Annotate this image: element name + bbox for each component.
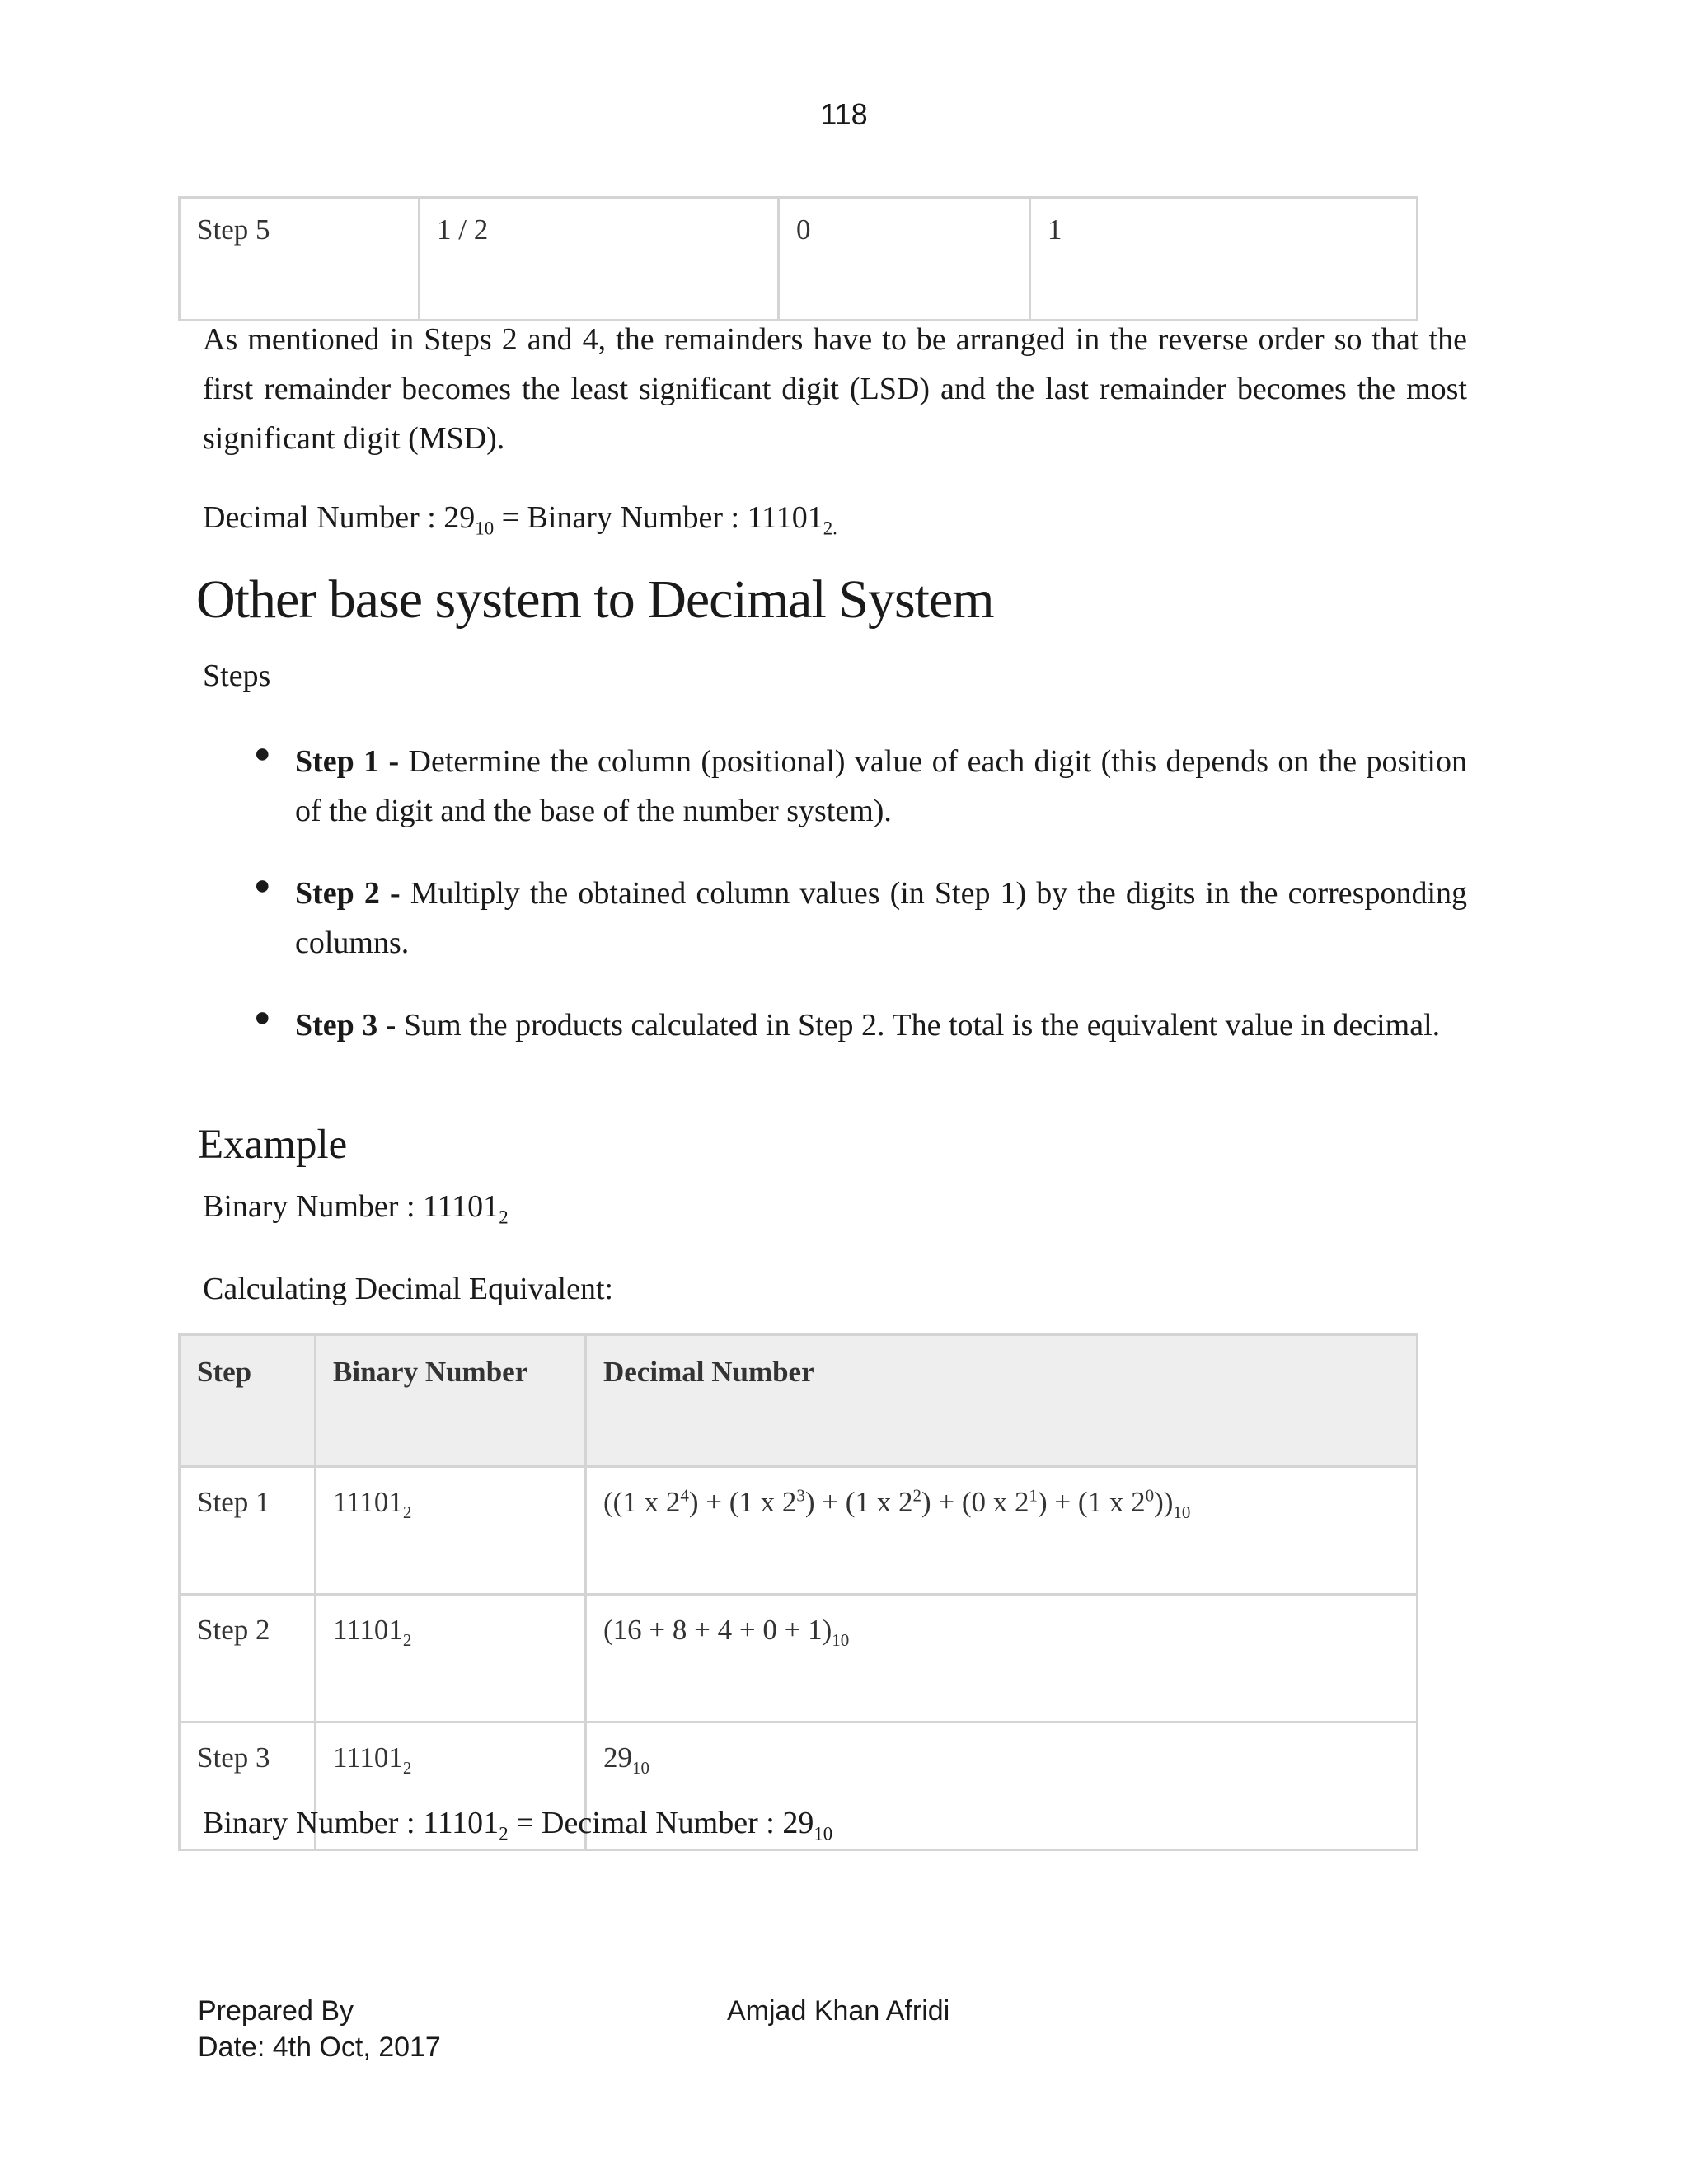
bullet-text: Determine the column (positional) value of each digit (this depends on the position of the digit and the base of the number system). [295, 744, 1467, 828]
table-row [180, 198, 1418, 321]
table-header-row [180, 1335, 1418, 1467]
bullet-icon: ● [254, 870, 271, 901]
conclusion-line: Binary Number : $11101_2$ = Decimal Number : $29_{10}$ [203, 1806, 833, 1844]
calc-label: Calculating Decimal Equivalent: [203, 1272, 614, 1306]
table-row [180, 1595, 1418, 1722]
footer-left [198, 1993, 441, 2065]
example-heading: Example [198, 1122, 348, 1168]
decimal-cell: $(16 + 8 + 4 + 0 + 1)_{10}$ [586, 1595, 1418, 1722]
binary-cell: $11101_2$ [316, 1595, 586, 1722]
decimal-cell: ((1 x $2^4) + (1$ x $2^3) + (1$ x $2^2) + (0$ x $2^1) + (1$ x $2^0))_{10}$ [586, 1467, 1418, 1595]
bullet-step-label: Step 1 - [295, 744, 400, 779]
steps-bullet-list [247, 737, 1467, 1050]
table-row [180, 1467, 1418, 1595]
column-header: Step [180, 1335, 316, 1467]
binary-cell: $11101_2$ [316, 1467, 586, 1595]
footer-author: Amjad Khan Afridi [727, 1995, 950, 2027]
step-cell: Step 1 [180, 1467, 316, 1595]
table-cell: 0 [779, 198, 1030, 321]
table-cell: 1 [1030, 198, 1418, 321]
steps-label: Steps [203, 658, 271, 693]
footer-date: Date: 4th Oct, 2017 [198, 2032, 441, 2063]
decimal-cell: $29_{10}$ [586, 1722, 1418, 1850]
column-header: Decimal Number [586, 1335, 1418, 1467]
step-cell: Step 3 [180, 1722, 316, 1850]
bullet-step-label: Step 2 - [295, 876, 401, 911]
bullet-icon: ● [254, 1002, 271, 1033]
table-cell: Step 5 [180, 198, 420, 321]
list-item [247, 1001, 1467, 1050]
bullet-step-label: Step 3 - [295, 1008, 396, 1043]
prepared-by-label: Prepared By [198, 1995, 354, 2027]
step-cell: Step 2 [180, 1595, 316, 1722]
list-item [247, 869, 1467, 968]
intro-paragraph: As mentioned in Steps 2 and 4, the remainders have to be arranged in the reverse order so that the first remainder becomes the least significant digit (LSD) and the last remainder becomes the most significant digit (MSD). [203, 322, 1467, 456]
bullet-icon: ● [254, 738, 271, 769]
bullet-text: Multiply the obtained column values (in Step 1) by the digits in the corresponding columns. [295, 876, 1468, 960]
binary-to-decimal-table [178, 1333, 1418, 1851]
binary-number-line: Binary Number : $11101_2$ [203, 1189, 509, 1228]
section-heading: Other base system to Decimal System [196, 569, 994, 630]
column-header: Binary Number [316, 1335, 586, 1467]
steps-table-continued [178, 196, 1418, 321]
decimal-to-binary-result: Decimal Number : $29_{10}$ = Binary Number : $11101_{2.}$ [203, 500, 837, 539]
page-number: 118 [820, 97, 868, 131]
list-item [247, 737, 1467, 836]
table-cell: 1 / 2 [420, 198, 779, 321]
bullet-text: Sum the products calculated in Step 2. The total is the equivalent value in decimal. [403, 1008, 1441, 1043]
binary-cell: $11101_2$ [316, 1722, 586, 1850]
